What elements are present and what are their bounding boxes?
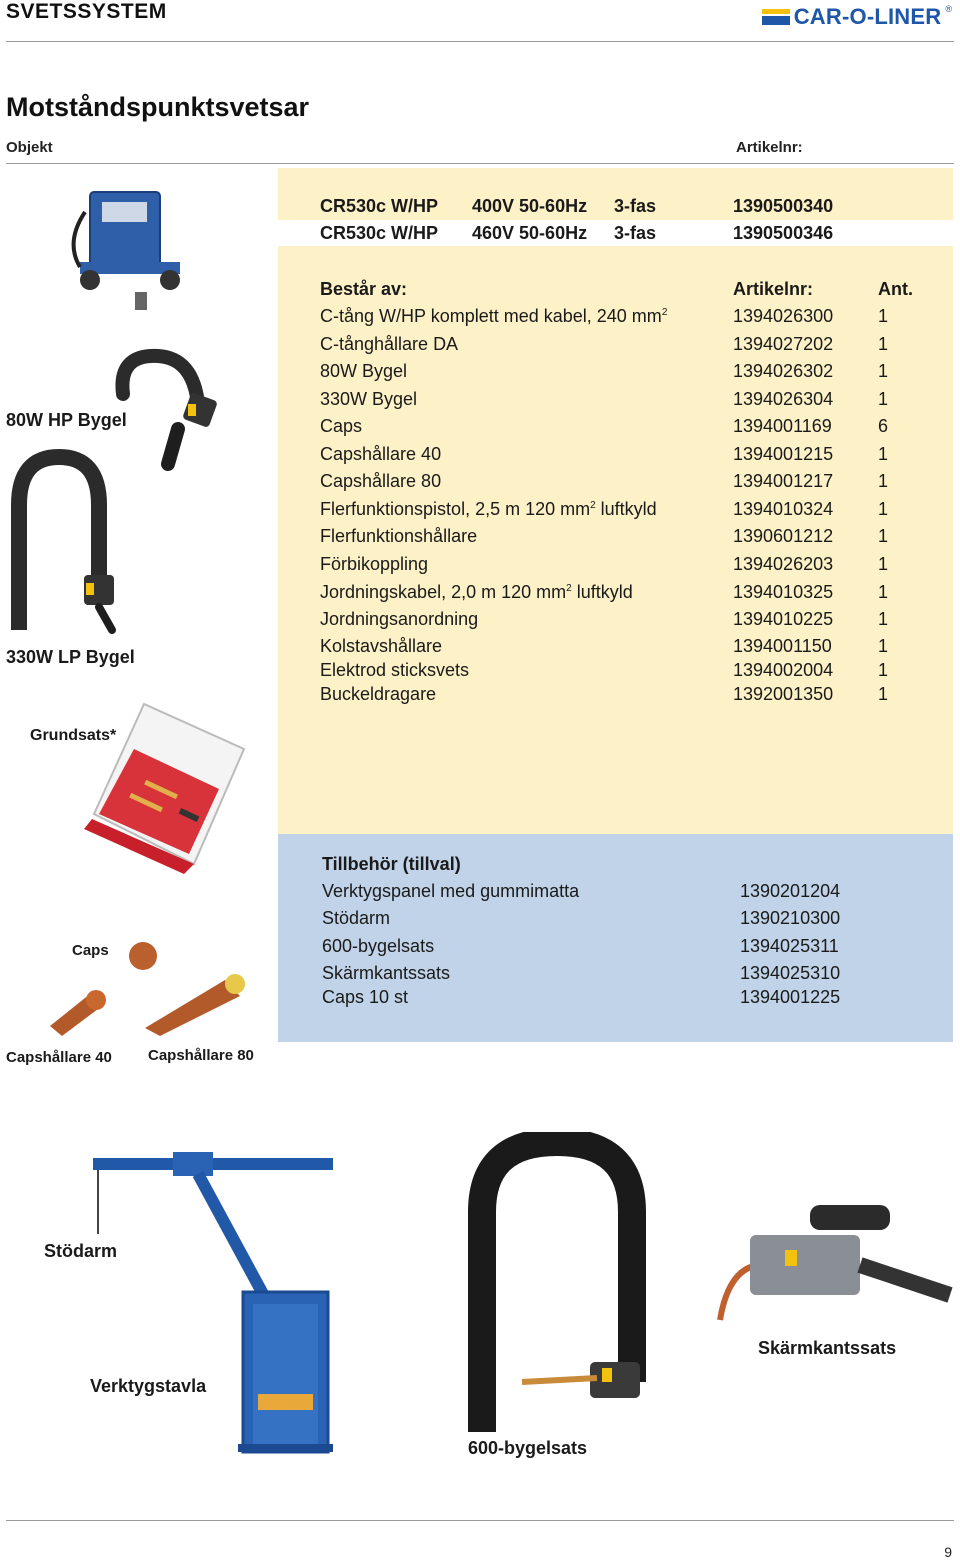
brand-name: CAR-O-LINER [793, 4, 942, 29]
section-title: SVETSSYSTEM [6, 0, 167, 23]
machine-row: CR530c W/HP 400V 50-60Hz 3-fas 1390500340 [320, 196, 834, 216]
accessories-header: Tillbehör (tillval) [322, 854, 461, 874]
bygel-80w-label: 80W HP Bygel [6, 410, 127, 430]
list-item: 80W Bygel 1394026302 1 [320, 361, 889, 381]
footer-divider [6, 1520, 954, 1521]
capshallare-80-label: Capshållare 80 [148, 1047, 254, 1064]
machine-row: CR530c W/HP 460V 50-60Hz 3-fas 1390500346 [320, 223, 834, 243]
list-item: Jordningsanordning 1394010225 1 [320, 609, 889, 629]
page-title: Motståndspunktsvetsar [6, 92, 310, 122]
registered-mark-icon: ® [945, 4, 952, 14]
bygelsats-600-illustration [462, 1132, 652, 1437]
list-item: 600-bygelsats 1394025311 [322, 936, 839, 956]
bygel-330w-label: 330W LP Bygel [6, 647, 135, 667]
list-item: C-tång W/HP komplett med kabel, 240 $mm^2$ 1394026300 1 [320, 306, 889, 326]
list-item: Skärmkantssats 1394025310 [322, 963, 841, 983]
list-item: Verktygspanel med gummimatta 1390201204 [322, 881, 841, 901]
list-item: Jordningskabel, 2,0 m 120 $mm^2$ luftkyld 1394010325 1 [320, 582, 889, 602]
brand-stripes-icon [762, 9, 790, 25]
list-item: Flerfunktionspistol, 2,5 m 120 $mm^2$ luftkyld 1394010324 1 [320, 499, 889, 519]
list-item: Flerfunktionshållare 1390601212 1 [320, 526, 889, 546]
list-item: Stödarm 1390210300 [322, 908, 841, 928]
skarmkantssats-label: Skärmkantssats [758, 1338, 897, 1358]
list-item: Capshållare 40 1394001215 1 [320, 444, 889, 464]
list-item: Caps 1394001169 6 [320, 416, 889, 436]
list-item: Capshållare 80 1394001217 1 [320, 471, 889, 491]
bygelsats-600-label: 600-bygelsats [468, 1438, 588, 1458]
list-item: C-tånghållare DA 1394027202 1 [320, 334, 889, 354]
list-item: Förbikoppling 1394026203 1 [320, 554, 889, 574]
caps-label: Caps [72, 942, 109, 959]
title-divider [6, 163, 954, 164]
contents-header: Består av: Artikelnr: Ant. [320, 279, 913, 299]
column-article-label: Artikelnr: [736, 139, 803, 156]
skarmkantssats-illustration [710, 1180, 955, 1340]
stodarm-label: Stödarm [44, 1241, 118, 1261]
bygel-80w-illustration [108, 344, 228, 474]
grundsats-label: Grundsats* [30, 727, 117, 744]
page-number: 9 [944, 1544, 952, 1560]
brand-logo [762, 4, 952, 30]
header-divider [6, 41, 954, 42]
list-item: Caps 10 st 1394001225 [322, 987, 841, 1007]
grundsats-case-illustration [84, 694, 249, 874]
list-item: Buckeldragare 1392001350 1 [320, 684, 889, 704]
list-item: Kolstavshållare 1394001150 1 [320, 636, 889, 656]
capshallare-40-label: Capshållare 40 [6, 1049, 112, 1066]
caps-illustration [40, 936, 255, 1036]
welding-machine-illustration [60, 172, 200, 322]
list-item: 330W Bygel 1394026304 1 [320, 389, 889, 409]
list-item: Elektrod sticksvets 1394002004 1 [320, 660, 889, 680]
column-object-label: Objekt [6, 139, 53, 156]
verktygstavla-label: Verktygstavla [90, 1376, 207, 1396]
stodarm-verktygstavla-illustration [88, 1144, 338, 1464]
bygel-330w-illustration [4, 445, 124, 635]
